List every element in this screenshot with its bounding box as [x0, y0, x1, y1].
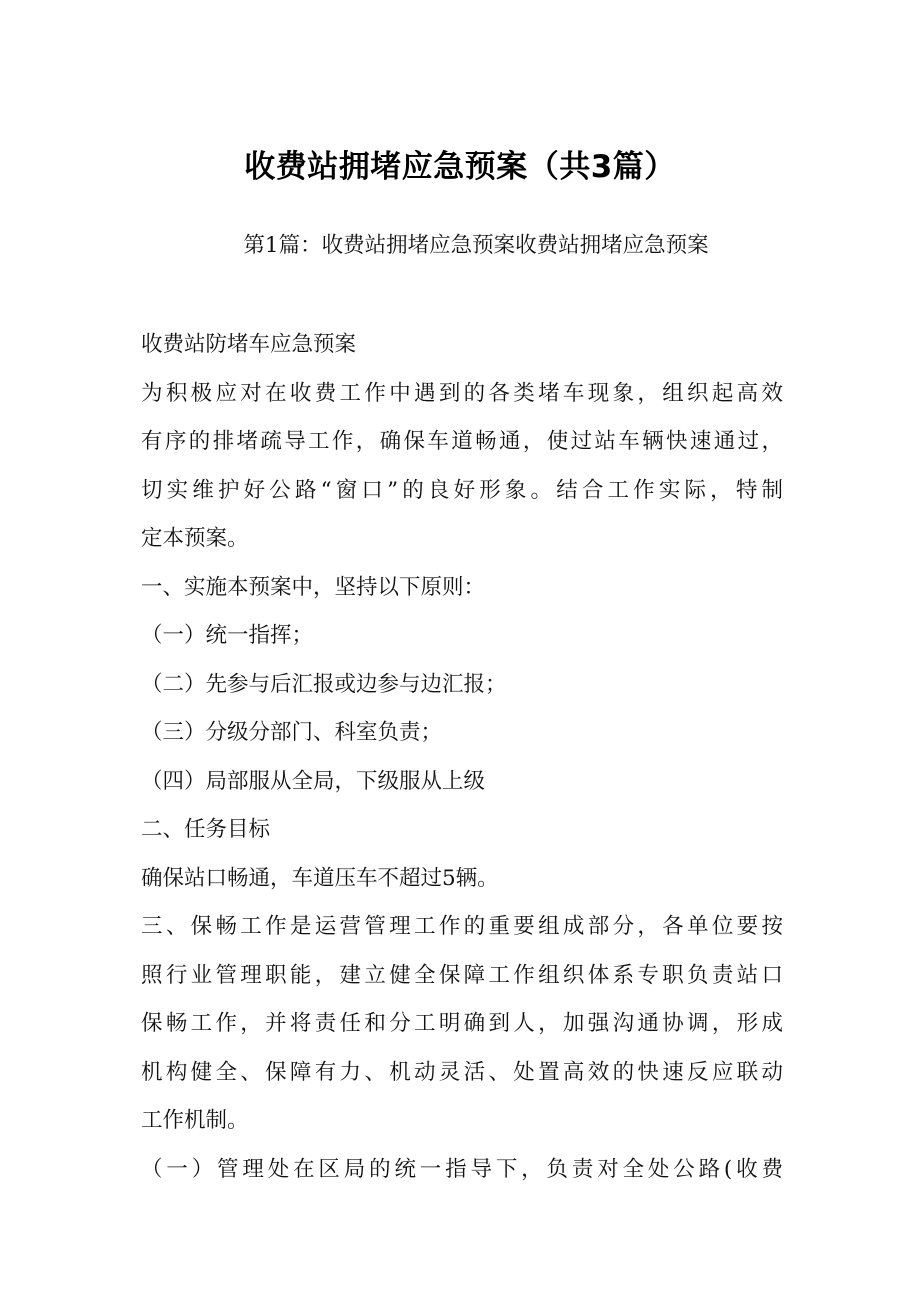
paragraph-line: 为积极应对在收费工作中遇到的各类堵车现象，组织起高效 — [141, 380, 783, 406]
paragraph-line: 确保站口畅通，车道压车不超过5辆。 — [141, 865, 499, 891]
document-body — [141, 321, 783, 1194]
paragraph-line: 机构健全、保障有力、机动灵活、处置高效的快速反应联动 — [141, 1059, 783, 1085]
section-heading: 二、任务目标 — [141, 817, 271, 842]
paragraph-line: 工作机制。 — [141, 1108, 249, 1133]
section-heading: 一、实施本预案中，坚持以下原则： — [141, 574, 486, 600]
paragraph-line: 切实维护好公路“窗口”的良好形象。结合工作实际，特制 — [141, 477, 783, 503]
list-item: （三）分级分部门、科室负责； — [141, 720, 443, 745]
list-item: （一）统一指挥； — [141, 623, 314, 648]
document-subtitle: 第1篇：收费站拥堵应急预案收费站拥堵应急预案 — [243, 233, 709, 258]
list-item: （一）管理处在区局的统一指导下，负责对全处公路(收费 — [141, 1156, 783, 1182]
document-title: 收费站拥堵应急预案（共3篇） — [244, 149, 676, 185]
paragraph-line: 定本预案。 — [141, 526, 249, 551]
list-item: （四）局部服从全局，下级服从上级 — [141, 768, 486, 794]
list-item: （二）先参与后汇报或边参与边汇报； — [141, 671, 507, 697]
paragraph-line: 收费站防堵车应急预案 — [141, 332, 357, 357]
paragraph-line: 照行业管理职能，建立健全保障工作组织体系专职负责站口 — [141, 962, 783, 988]
section-heading: 三、保畅工作是运营管理工作的重要组成部分，各单位要按 — [141, 914, 783, 939]
paragraph-line: 有序的排堵疏导工作，确保车道畅通，使过站车辆快速通过， — [141, 429, 783, 454]
paragraph-line: 保畅工作，并将责任和分工明确到人，加强沟通协调，形成 — [141, 1011, 783, 1036]
